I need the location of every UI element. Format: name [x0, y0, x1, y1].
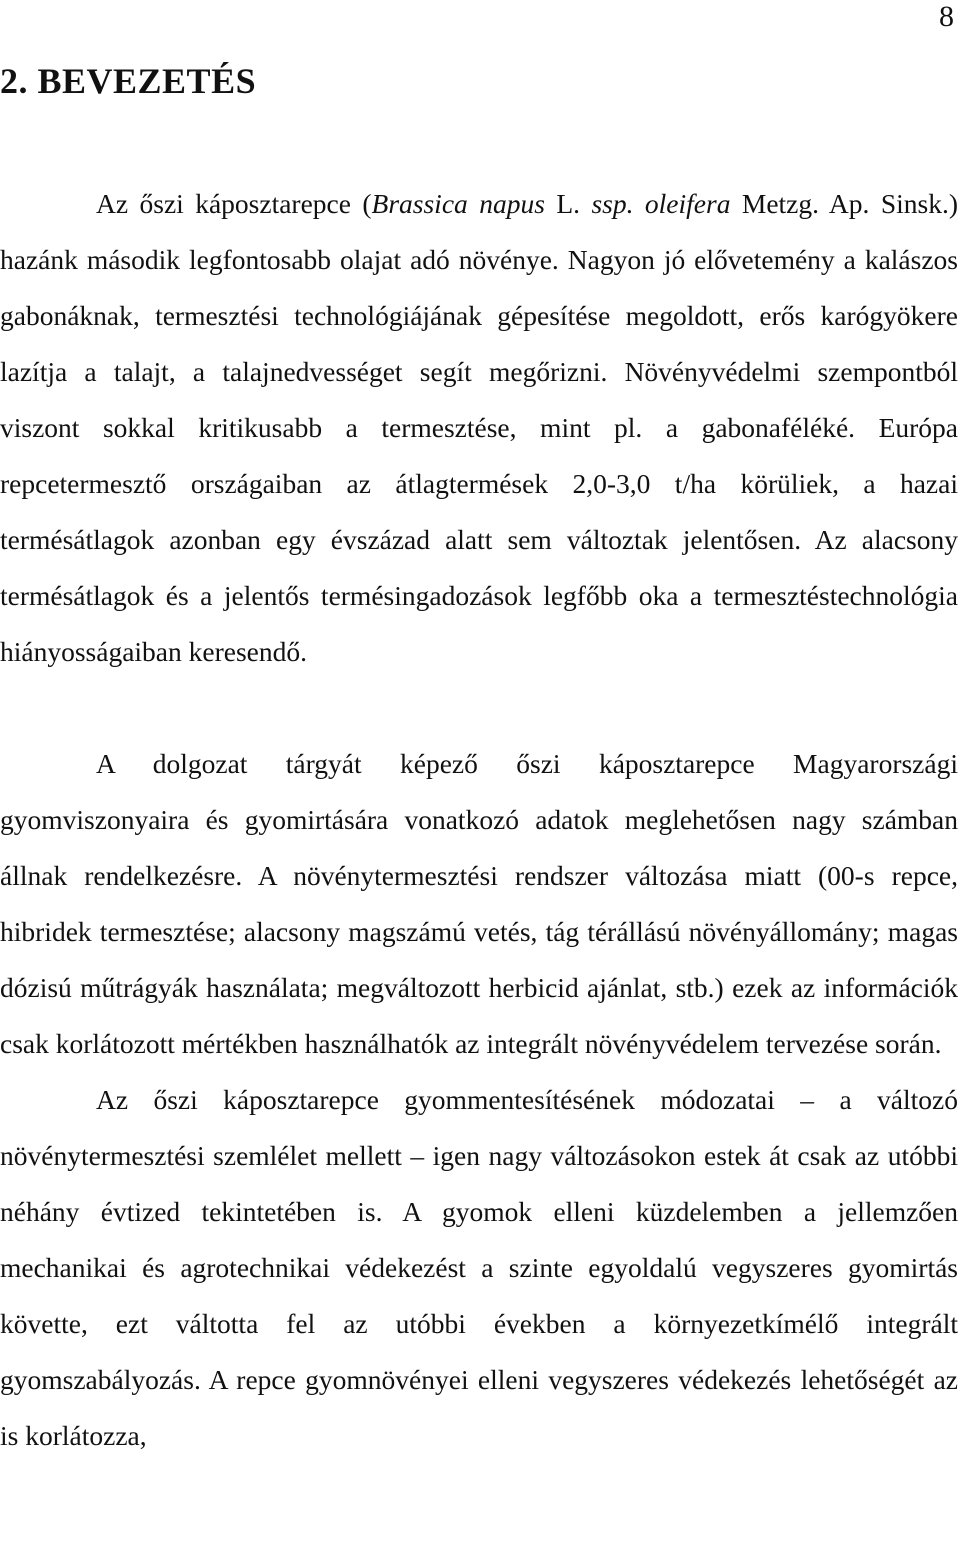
page-number: 8: [939, 0, 954, 33]
species-name: Brassica napus: [371, 188, 545, 219]
paragraph-introduction: [0, 176, 958, 680]
document-body: [0, 176, 958, 1464]
paragraph-1-text-c: Metzg. Ap. Sinsk.) hazánk második legfontosabb olajat adó növénye. Nagyon jó elővetemény a kalászos gabonáknak, termesztési technológiájának gépesítése megoldott, erős karógyökere lazítja a talajt, a talajnedvességet segít megőrizni. Növényvédelmi szempontból viszont sokkal kritikusabb a termesztése, mint pl. a gabonaféléké. Európa repcetermesztő országaiban az átlagtermések 2,0-3,0 t/ha körüliek, a hazai termésátlagok azonban egy évszázad alatt sem változtak jelentősen. Az alacsony termésátlagok és a jelentős termésingadozások legfőbb oka a termesztéstechnológia hiányosságaiban keresendő.: [0, 188, 958, 667]
paragraph-1-text-a: Az őszi káposztarepce (: [96, 188, 372, 219]
subspecies-name: ssp. oleifera: [591, 188, 731, 219]
paragraph-1-text-b: L.: [544, 188, 592, 219]
paragraph-weed-control: Az őszi káposztarepce gyommentesítésének módozatai – a változó növénytermesztési szemlélet mellett – igen nagy változásokon estek át csak az utóbbi néhány évtized tekintetében is. A gyomok elleni küzdelemben a jellemzően mechanikai és agrotechnikai védekezést a szinte egyoldalú vegyszeres gyomirtás követte, ezt váltotta fel az utóbbi években a környezetkímélő integrált gyomszabályozás. A repce gyomnövényei elleni vegyszeres védekezés lehetőségét az is korlátozza,: [0, 1084, 958, 1451]
section-heading: 2. BEVEZETÉS: [0, 61, 257, 101]
paragraph-subject: A dolgozat tárgyát képező őszi káposztarepce Magyarországi gyomviszonyaira és gyomirtására vonatkozó adatok meglehetősen nagy számban állnak rendelkezésre. A növénytermesztési rendszer változása miatt (00-s repce, hibridek termesztése; alacsony magszámú vetés, tág térállású növényállomány; magas dózisú műtrágyák használata; megváltozott herbicid ajánlat, stb.) ezek az információk csak korlátozott mértékben használhatók az integrált növényvédelem tervezése során.: [0, 748, 958, 1059]
